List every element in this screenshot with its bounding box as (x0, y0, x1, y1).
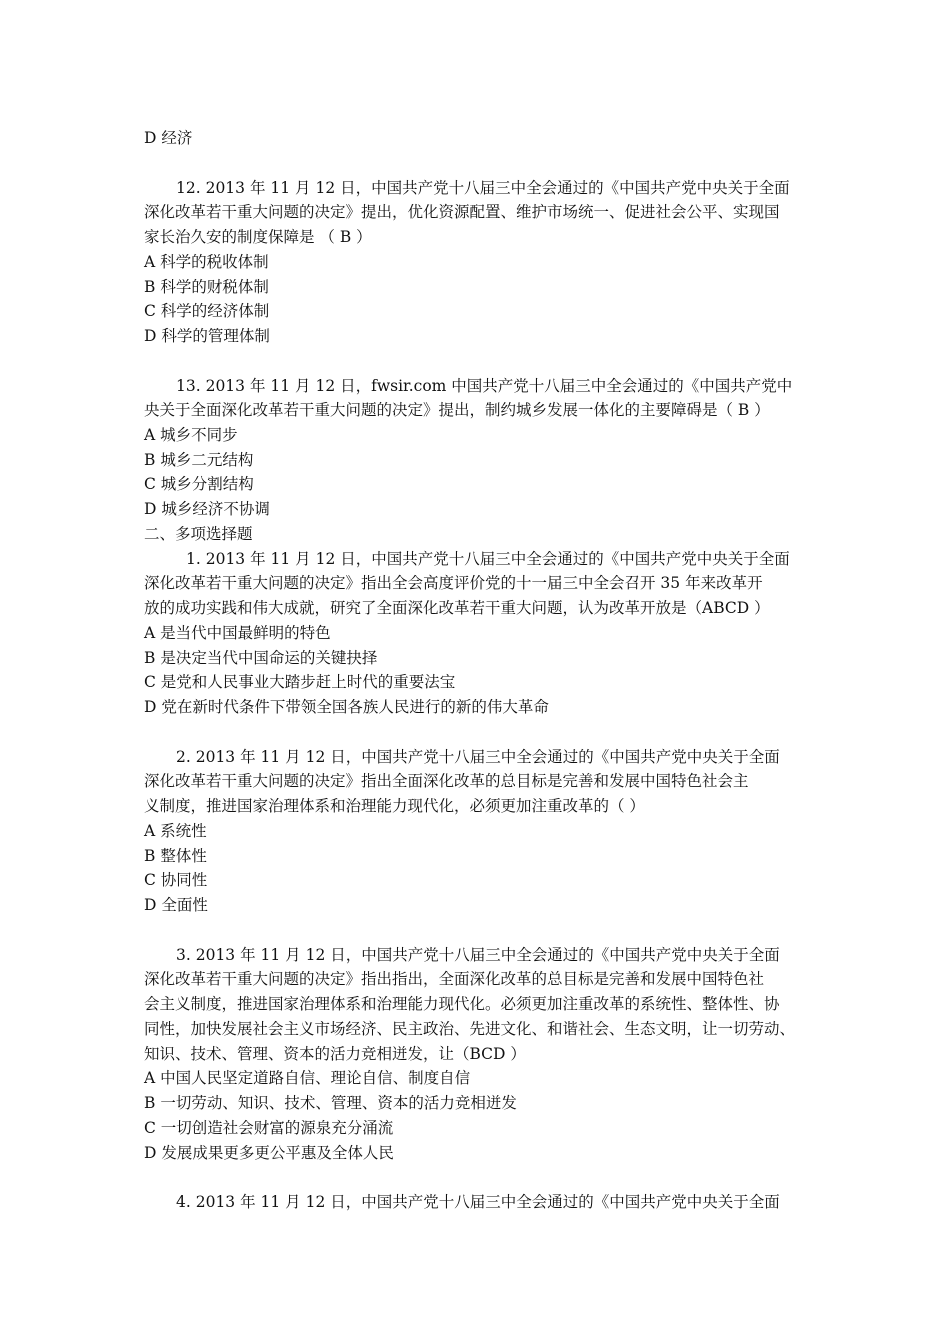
mc-question-3-line-1: 3. 2013 年 11 月 12 日，中国共产党十八届三中全会通过的《中国共产党中央关于全面 (176, 946, 780, 964)
mc-question-1-line-2: 深化改革若干重大问题的决定》指出全会高度评价党的十一届三中全会召开 35 年来改革开 (144, 574, 763, 592)
mc-question-3-option-c: C 一切创造社会财富的源泉充分涌流 (144, 1119, 394, 1137)
mc-question-3-option-b: B 一切劳动、知识、技术、管理、资本的活力竞相迸发 (144, 1094, 517, 1112)
question-12-option-a: A 科学的税收体制 (144, 253, 269, 271)
question-13-option-b: B 城乡二元结构 (144, 451, 254, 469)
mc-question-1-option-d: D 党在新时代条件下带领全国各族人民进行的新的伟大革命 (144, 698, 549, 716)
question-12-option-c: C 科学的经济体制 (144, 302, 270, 320)
question-12-line-2: 深化改革若干重大问题的决定》提出，优化资源配置、维护市场统一、促进社会公平、实现国 (144, 203, 780, 221)
mc-question-4-line-1: 4. 2013 年 11 月 12 日，中国共产党十八届三中全会通过的《中国共产党中央关于全面 (176, 1193, 780, 1211)
mc-question-2-option-c: C 协同性 (144, 871, 208, 889)
question-13-option-a: A 城乡不同步 (144, 426, 238, 444)
question-13-option-c: C 城乡分割结构 (144, 475, 254, 493)
question-12-option-d: D 科学的管理体制 (144, 327, 270, 345)
mc-question-3-option-d: D 发展成果更多更公平惠及全体人民 (144, 1144, 394, 1162)
mc-question-3-option-a: A 中国人民坚定道路自信、理论自信、制度自信 (144, 1069, 471, 1087)
question-13-line-1: 13. 2013 年 11 月 12 日，fwsir.com 中国共产党十八届三中全会通过的《中国共产党中 (176, 377, 793, 395)
question-13-line-2: 央关于全面深化改革若干重大问题的决定》提出，制约城乡发展一体化的主要障碍是（ B ） (144, 401, 770, 419)
mc-question-3-line-3: 会主义制度，推进国家治理体系和治理能力现代化。必须更加注重改革的系统性、整体性、协 (144, 995, 780, 1013)
mc-question-3-line-4: 同性，加快发展社会主义市场经济、民主政治、先进文化、和谐社会、生态文明，让一切劳动、 (144, 1020, 796, 1038)
question-12-line-1: 12. 2013 年 11 月 12 日，中国共产党十八届三中全会通过的《中国共产党中央关于全面 (176, 179, 790, 197)
mc-question-2-option-b: B 整体性 (144, 847, 207, 865)
mc-question-2-line-2: 深化改革若干重大问题的决定》指出全面深化改革的总目标是完善和发展中国特色社会主 (144, 772, 749, 790)
question-13-option-d: D 城乡经济不协调 (144, 500, 270, 518)
mc-question-1-line-3: 放的成功实践和伟大成就，研究了全面深化改革若干重大问题，认为改革开放是（ABCD ） (144, 599, 770, 617)
question-12-option-b: B 科学的财税体制 (144, 278, 269, 296)
section-heading-multiple-choice: 二、多项选择题 (144, 525, 253, 543)
mc-question-1-option-c: C 是党和人民事业大踏步赶上时代的重要法宝 (144, 673, 456, 691)
mc-question-2-option-d: D 全面性 (144, 896, 208, 914)
mc-question-3-line-5: 知识、技术、管理、资本的活力竞相迸发，让（BCD ） (144, 1045, 526, 1063)
mc-question-3-line-2: 深化改革若干重大问题的决定》指出指出，全面深化改革的总目标是完善和发展中国特色社 (144, 970, 765, 988)
question-12-line-3: 家长治久安的制度保障是 （ B ） (144, 228, 372, 246)
mc-question-2-line-1: 2. 2013 年 11 月 12 日，中国共产党十八届三中全会通过的《中国共产党中央关于全面 (176, 748, 780, 766)
mc-question-2-line-3: 义制度，推进国家治理体系和治理能力现代化，必须更加注重改革的（ ） (144, 797, 645, 815)
option-d-economy: D 经济 (144, 129, 193, 147)
mc-question-1-option-a: A 是当代中国最鲜明的特色 (144, 624, 331, 642)
mc-question-1-option-b: B 是决定当代中国命运的关键抉择 (144, 649, 378, 667)
mc-question-2-option-a: A 系统性 (144, 822, 207, 840)
mc-question-1-line-1: 1. 2013 年 11 月 12 日，中国共产党十八届三中全会通过的《中国共产党中央关于全面 (186, 550, 790, 568)
